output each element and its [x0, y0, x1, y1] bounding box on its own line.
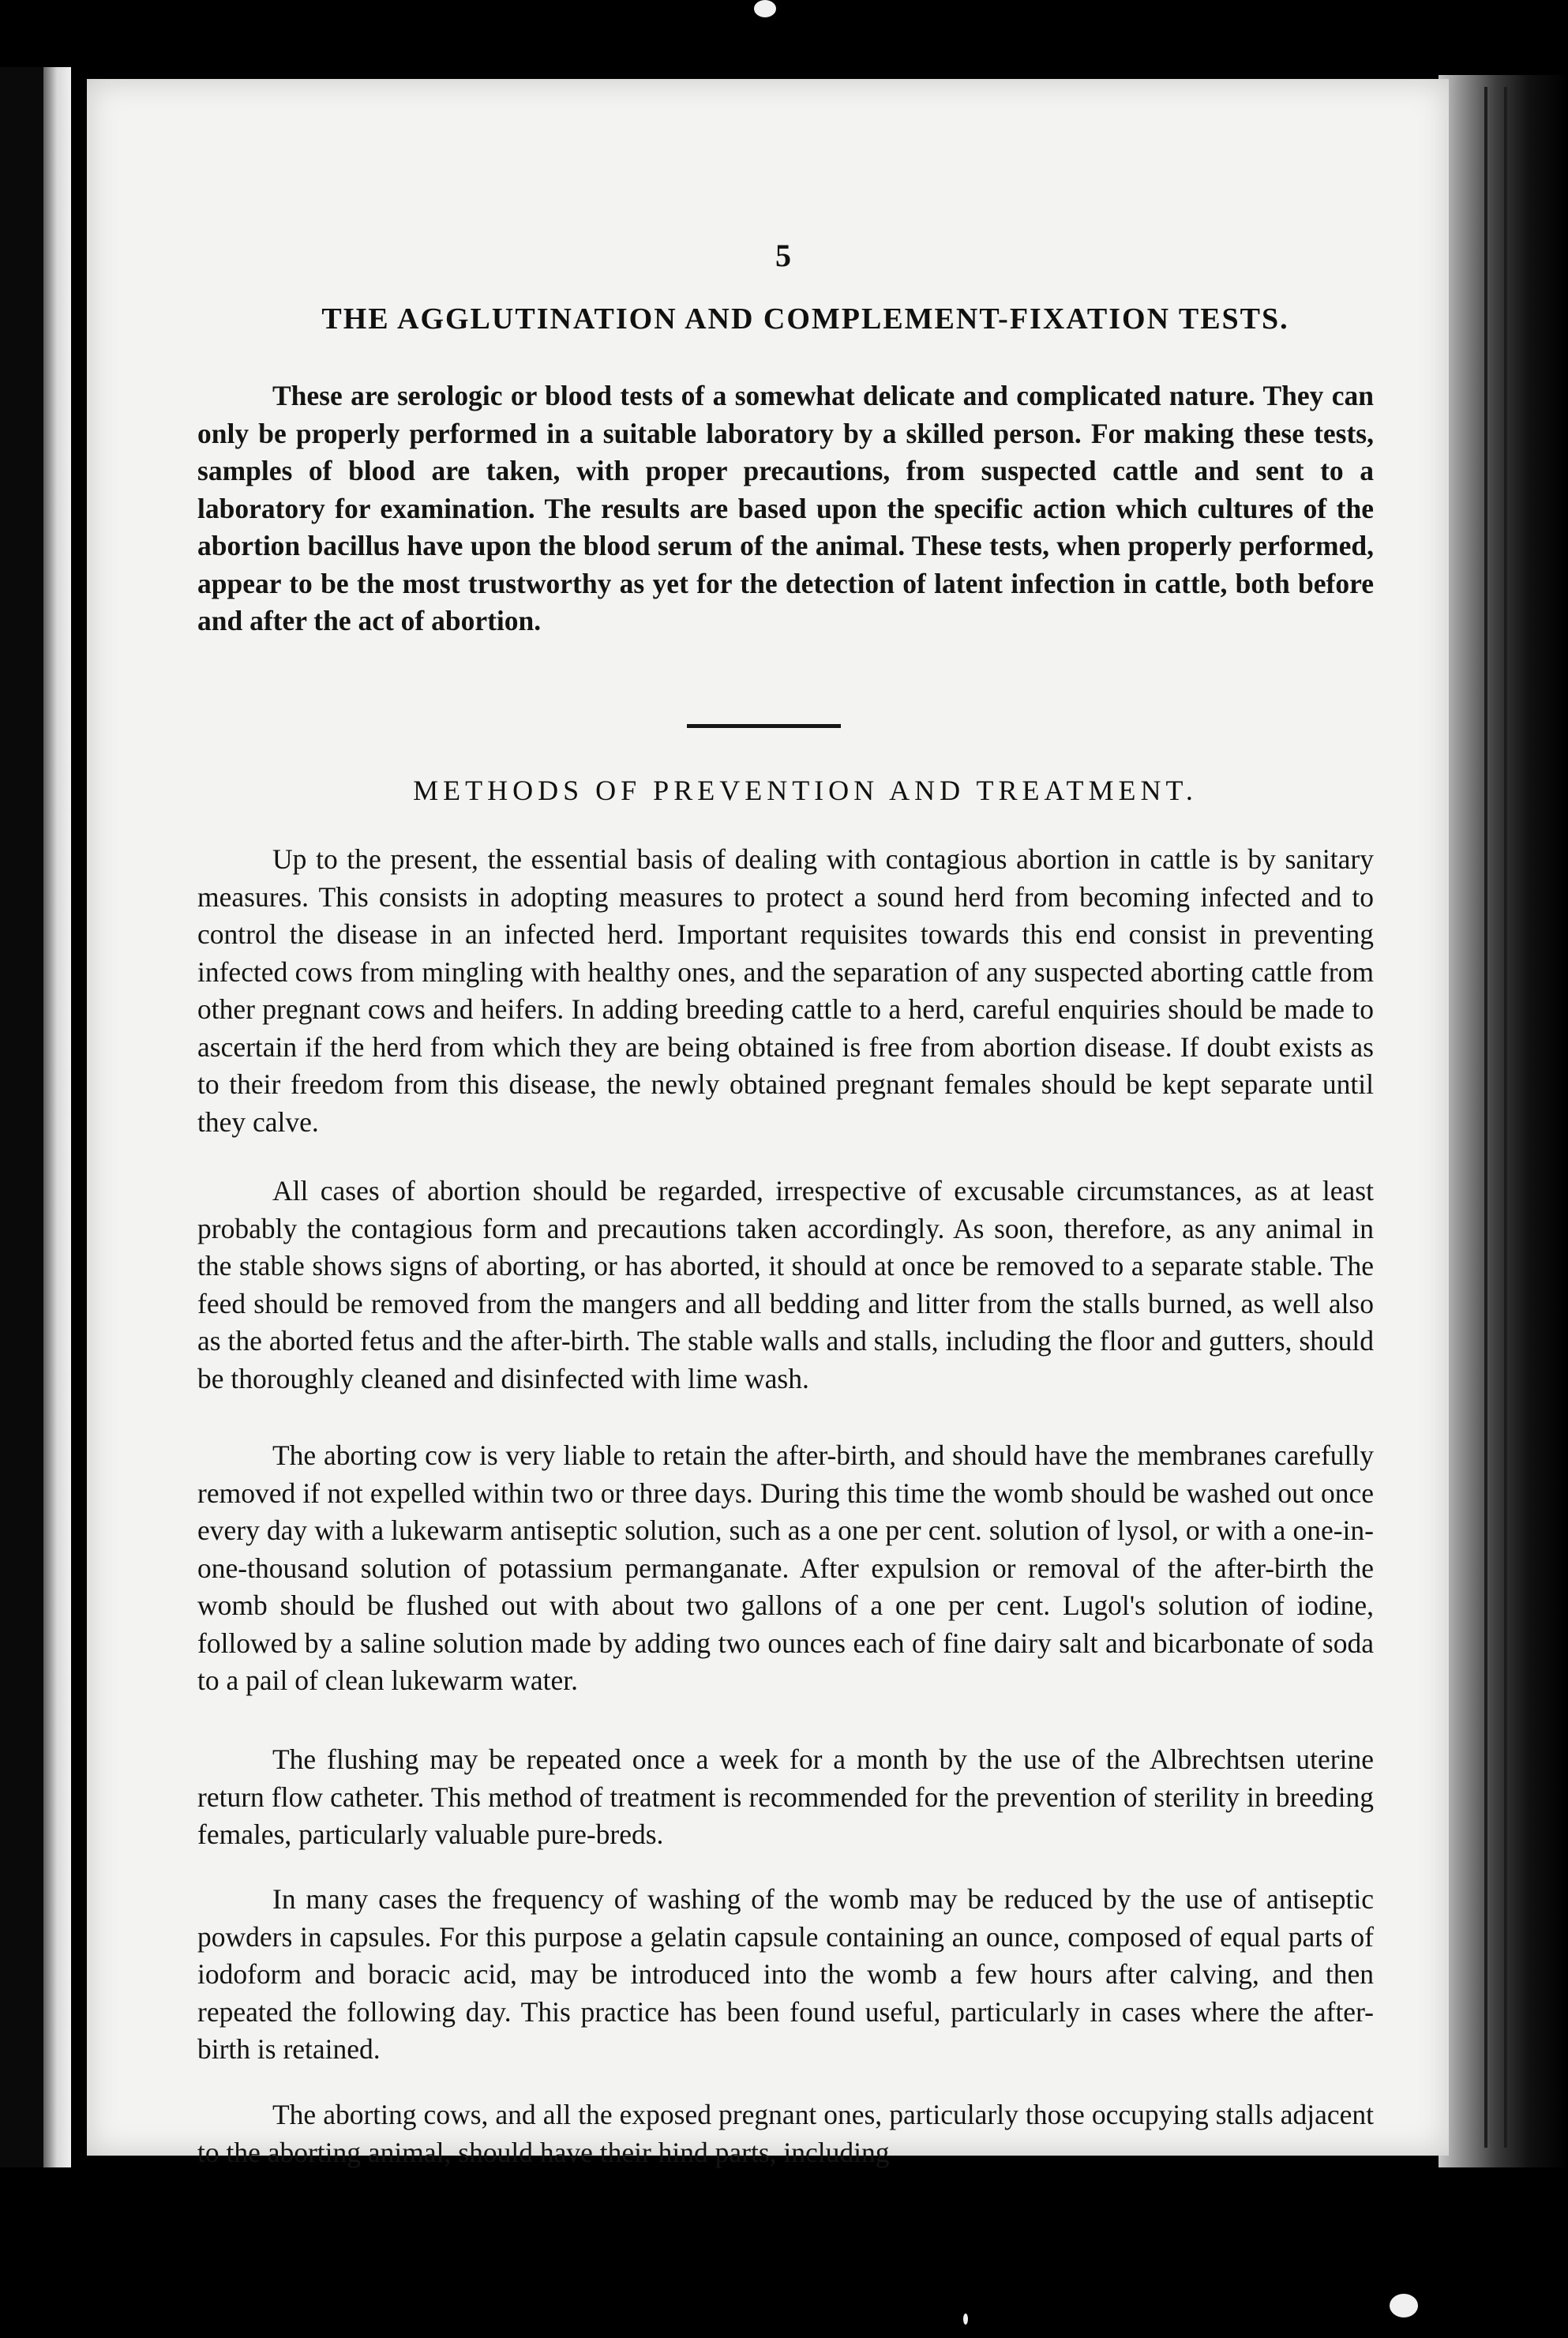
book-edge-line	[1484, 87, 1487, 2148]
paragraph-after-birth: The aborting cow is very liable to retain the after-birth, and should have the membranes carefully removed if not expelled within two or three days. During this time the womb should be washed out once every day with a lukewarm antiseptic solution, such as a one per cent. solution of lysol, or with a one-in-one-thousand solution of potassium permanganate. After expulsion or removal of the after-birth the womb should be flushed out with about two gallons of a one per cent. Lugol's solution of iodine, followed by a saline solution made by adding two ounces each of fine dairy salt and bicarbonate of soda to a pail of clean lukewarm water.	[197, 1439, 1374, 1696]
paragraph-exposed-cows: The aborting cows, and all the exposed pregnant ones, particularly those occupying stalls adjacent to the aborting animal, should have their hind parts, including	[197, 2099, 1374, 2168]
section-divider	[687, 724, 841, 728]
scan-speck	[1390, 2294, 1418, 2317]
paragraph-sanitary-measures: Up to the present, the essential basis of dealing with contagious abortion in cattle is by sanitary measures. This consists in adopting measures to protect a sound herd from becoming infected and to control the disease in an infected herd. Important requisites towards this end consist in preventing infected cows from mingling with healthy ones, and the separation of any suspected aborting cattle from other pregnant cows and heifers. In adding breeding cattle to a herd, careful enquiries should be made to ascertain if the herd from which they are being obtained is free from abortion disease. If doubt exists as to their freedom from this disease, the newly obtained pregnant females should be kept separate until they calve.	[197, 843, 1374, 1138]
paragraph-antiseptic-powders: In many cases the frequency of washing of the womb may be reduced by the use of antiseptic powders in capsules. For this purpose a gelatin capsule containing an ounce, composed of equal parts of iodoform and boracic acid, may be introduced into the womb a few hours after calving, and then repeated the following day. This practice has been found useful, particularly in cases where the after-birth is retained.	[197, 1883, 1374, 2065]
paragraph-cases-of-abortion: All cases of abortion should be regarded, irrespective of excusable circumstances, as at least probably the contagious form and precautions taken accordingly. As soon, therefore, as any animal in the stable shows signs of aborting, or has aborted, it should at once be removed to a separate stable. The feed should be removed from the mangers and all bedding and litter from the stalls burned, as well also as the aborted fetus and the after-birth. The stable walls and stalls, including the floor and gutters, should be thoroughly cleaned and disinfected with lime wash.	[197, 1175, 1374, 1394]
page-number: 5	[775, 238, 791, 273]
scan-speck	[754, 0, 776, 17]
left-page-shadow	[0, 67, 43, 2167]
book-edge	[1439, 75, 1568, 2167]
paragraph-flushing: The flushing may be repeated once a week for a month by the use of the Albrechtsen uterine return flow catheter. This method of treatment is recommended for the prevention of sterility in breeding females, particularly valuable pure-breds.	[197, 1743, 1374, 1850]
paragraph-tests: These are serologic or blood tests of a somewhat delicate and complicated nature. They can only be properly performed in a suitable laboratory by a skilled person. For making these tests, samples of blood are taken, with proper precautions, from suspected cattle and sent to a laboratory for examination. The results are based upon the specific action which cultures of the abortion bacillus have upon the blood serum of the animal. These tests, when properly performed, appear to be the most trustworthy as yet for the detection of latent infection in cattle, both before and after the act of abortion.	[197, 380, 1374, 636]
book-edge-line	[1504, 87, 1507, 2148]
scan-speck	[963, 2314, 968, 2325]
section-heading-tests: THE AGGLUTINATION AND COMPLEMENT-FIXATION TESTS.	[321, 302, 1289, 336]
section-heading-prevention: METHODS OF PREVENTION AND TREATMENT.	[413, 775, 1198, 806]
